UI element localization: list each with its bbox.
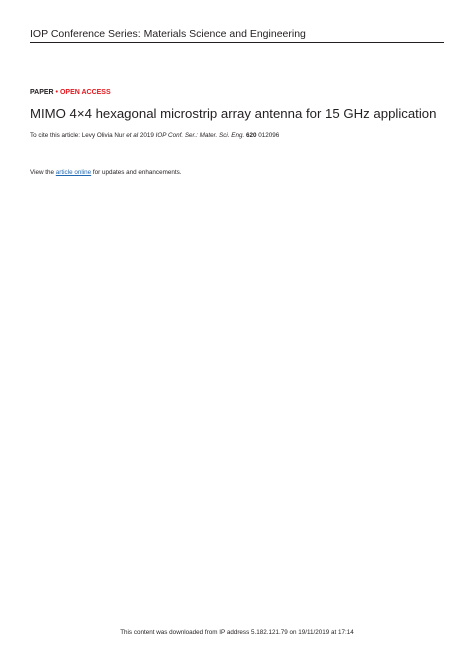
view-prefix: View the: [30, 169, 56, 176]
article-online-link[interactable]: article online: [55, 169, 92, 176]
citation-volume: 620: [245, 132, 257, 139]
citation-et-al: et al: [126, 132, 139, 139]
view-article-line: [30, 169, 181, 177]
paper-type-line: [30, 89, 111, 97]
download-note: This content was downloaded from IP address 5.182.121.79 on 19/11/2019 at 17:14: [120, 629, 354, 636]
open-access-label: OPEN ACCESS: [59, 89, 111, 96]
view-suffix: for updates and enhancements.: [91, 169, 182, 176]
citation-prefix: To cite this article: Levy Olivia Nur: [30, 132, 127, 139]
journal-header: [30, 28, 444, 43]
citation-journal: IOP Conf. Ser.: Mater. Sci. Eng.: [155, 132, 245, 139]
citation-line: [30, 132, 279, 140]
journal-title: IOP Conference Series: Materials Science and Engineering: [30, 28, 306, 40]
paper-separator: •: [53, 89, 60, 96]
paper-type-label: PAPER: [30, 89, 54, 96]
article-title: MIMO 4×4 hexagonal microstrip array antenna for 15 GHz application: [30, 106, 437, 121]
citation-year: 2019: [138, 132, 156, 139]
citation-article-number: 012096: [256, 132, 280, 139]
